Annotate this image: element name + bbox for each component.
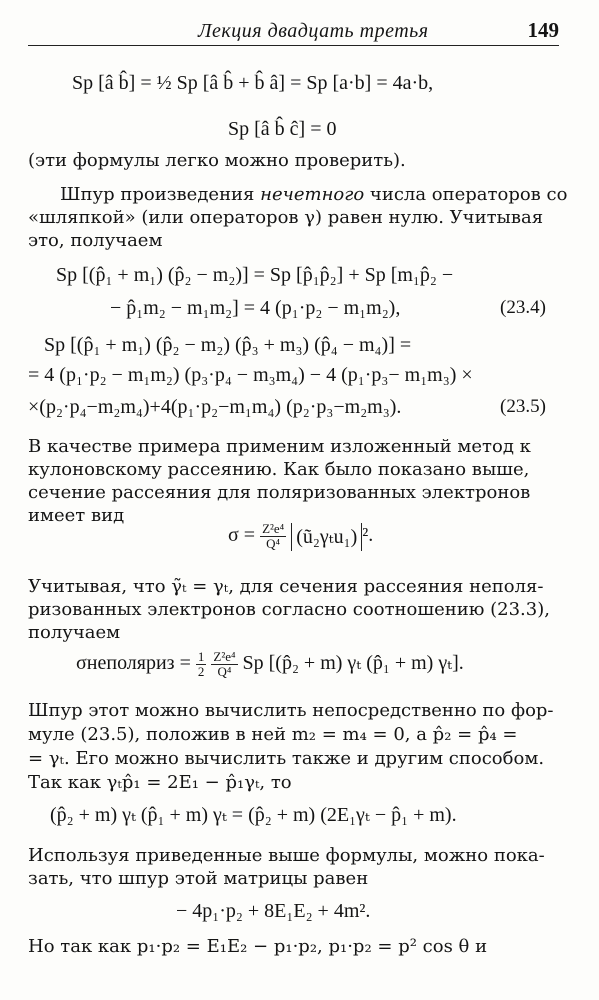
text-line: муле (23.5), положив в ней m₂ = m₄ = 0, а p̂₂ = p̂₄ = xyxy=(28,724,518,745)
fraction-numerator: Z²e⁴ xyxy=(262,521,285,536)
equation-23-5-line1: Sp [(p̂₁ + m₁) (p̂₂ − m₂) (p̂₃ + m₃) (p̂₄ − m₄)] = xyxy=(44,334,412,356)
text-line: получаем xyxy=(28,622,121,643)
equation-number: (23.5) xyxy=(500,396,546,417)
fraction xyxy=(196,650,207,679)
fraction-numerator: 1 xyxy=(197,649,205,664)
equation-lhs: σ = xyxy=(228,524,261,547)
text-fragment: числа операторов со xyxy=(364,184,568,205)
absolute-value: (ũ₂γₜu₁) xyxy=(291,523,362,551)
fraction xyxy=(260,522,286,551)
text-line: Используя приведенные выше формулы, можно пока- xyxy=(28,845,545,866)
text-line: зать, что шпур этой матрицы равен xyxy=(28,868,369,889)
text-line: = γₜ. Его можно вычислить также и другим способом. xyxy=(28,748,545,769)
text-line: имеет вид xyxy=(28,505,125,526)
text-line: сечение рассеяния для поляризованных электронов xyxy=(28,482,531,503)
equation-unpolarized xyxy=(76,650,464,679)
equation-trace-abc: Sp [â b̂ ĉ] = 0 xyxy=(228,118,337,140)
equation-23-4-line1: Sp [(p̂₁ + m₁) (p̂₂ − m₂)] = Sp [p̂₁p̂₂] + Sp [m₁p̂₂ − xyxy=(56,264,454,286)
running-title: Лекция двадцать третья xyxy=(198,20,429,42)
text-fragment: Шпур произведения xyxy=(60,184,261,205)
text-line: ризованных электронов согласно соотношению (23.3), xyxy=(28,599,550,620)
equation-cross-section xyxy=(228,522,373,551)
fraction-numerator: Z²e⁴ xyxy=(213,649,236,664)
equation-trace-ab: Sp [â b̂] = ½ Sp [â b̂ + b̂ â] = Sp [a·b] = 4a·b, xyxy=(72,72,434,94)
text-line: Так как γₜp̂₁ = 2E₁ − p̂₁γₜ, то xyxy=(28,772,292,793)
equation-number: (23.4) xyxy=(500,297,546,318)
text-line xyxy=(60,184,567,205)
equation-23-4-line2: − p̂₁m₂ − m₁m₂] = 4 (p₁·p₂ − m₁m₂), xyxy=(110,297,401,319)
equation-trace-result: − 4p₁·p₂ + 8E₁E₂ + 4m². xyxy=(176,900,371,922)
equation-23-5-line3: ×(p₂·p₄−m₂m₄)+4(p₁·p₂−m₁m₄) (p₂·p₃−m₂m₃). xyxy=(28,396,402,418)
fraction-denominator: Q⁴ xyxy=(266,536,281,551)
emphasized-word: нечетного xyxy=(260,184,365,205)
fraction-denominator: 2 xyxy=(197,664,205,679)
text-line: В качестве примера применим изложенный метод к xyxy=(28,436,531,457)
fraction xyxy=(211,650,237,679)
text-line: «шляпкой» (или операторов γ) равен нулю. Учитывая xyxy=(28,207,544,228)
equation-lhs: σнеполяриз = xyxy=(76,652,196,675)
equation-tail: ². xyxy=(362,524,374,547)
text-line: Учитывая, что γ̃ₜ = γₜ, для сечения рассеяния неполя- xyxy=(28,576,544,597)
running-header xyxy=(28,18,559,46)
text-line: Но так как p₁·p₂ = E₁E₂ − p₁·p₂, p₁·p₂ = p² cos θ и xyxy=(28,936,488,957)
fraction-denominator: Q⁴ xyxy=(217,664,232,679)
equation-rhs: Sp [(p̂₂ + m) γₜ (p̂₁ + m) γₜ]. xyxy=(237,652,464,675)
equation-product: (p̂₂ + m) γₜ (p̂₁ + m) γₜ = (p̂₂ + m) (2E₁γₜ − p̂₁ + m). xyxy=(50,804,457,826)
text-line: это, получаем xyxy=(28,230,163,251)
page-number: 149 xyxy=(527,18,559,42)
header-rule xyxy=(28,45,559,46)
text-line: кулоновскому рассеянию. Как было показано выше, xyxy=(28,459,530,480)
text-line: Шпур этот можно вычислить непосредственно по фор- xyxy=(28,700,554,721)
text-line: (эти формулы легко можно проверить). xyxy=(28,150,406,171)
equation-23-5-line2: = 4 (p₁·p₂ − m₁m₂) (p₃·p₄ − m₃m₄) − 4 (p₁·p₃− m₁m₃) × xyxy=(28,364,473,386)
